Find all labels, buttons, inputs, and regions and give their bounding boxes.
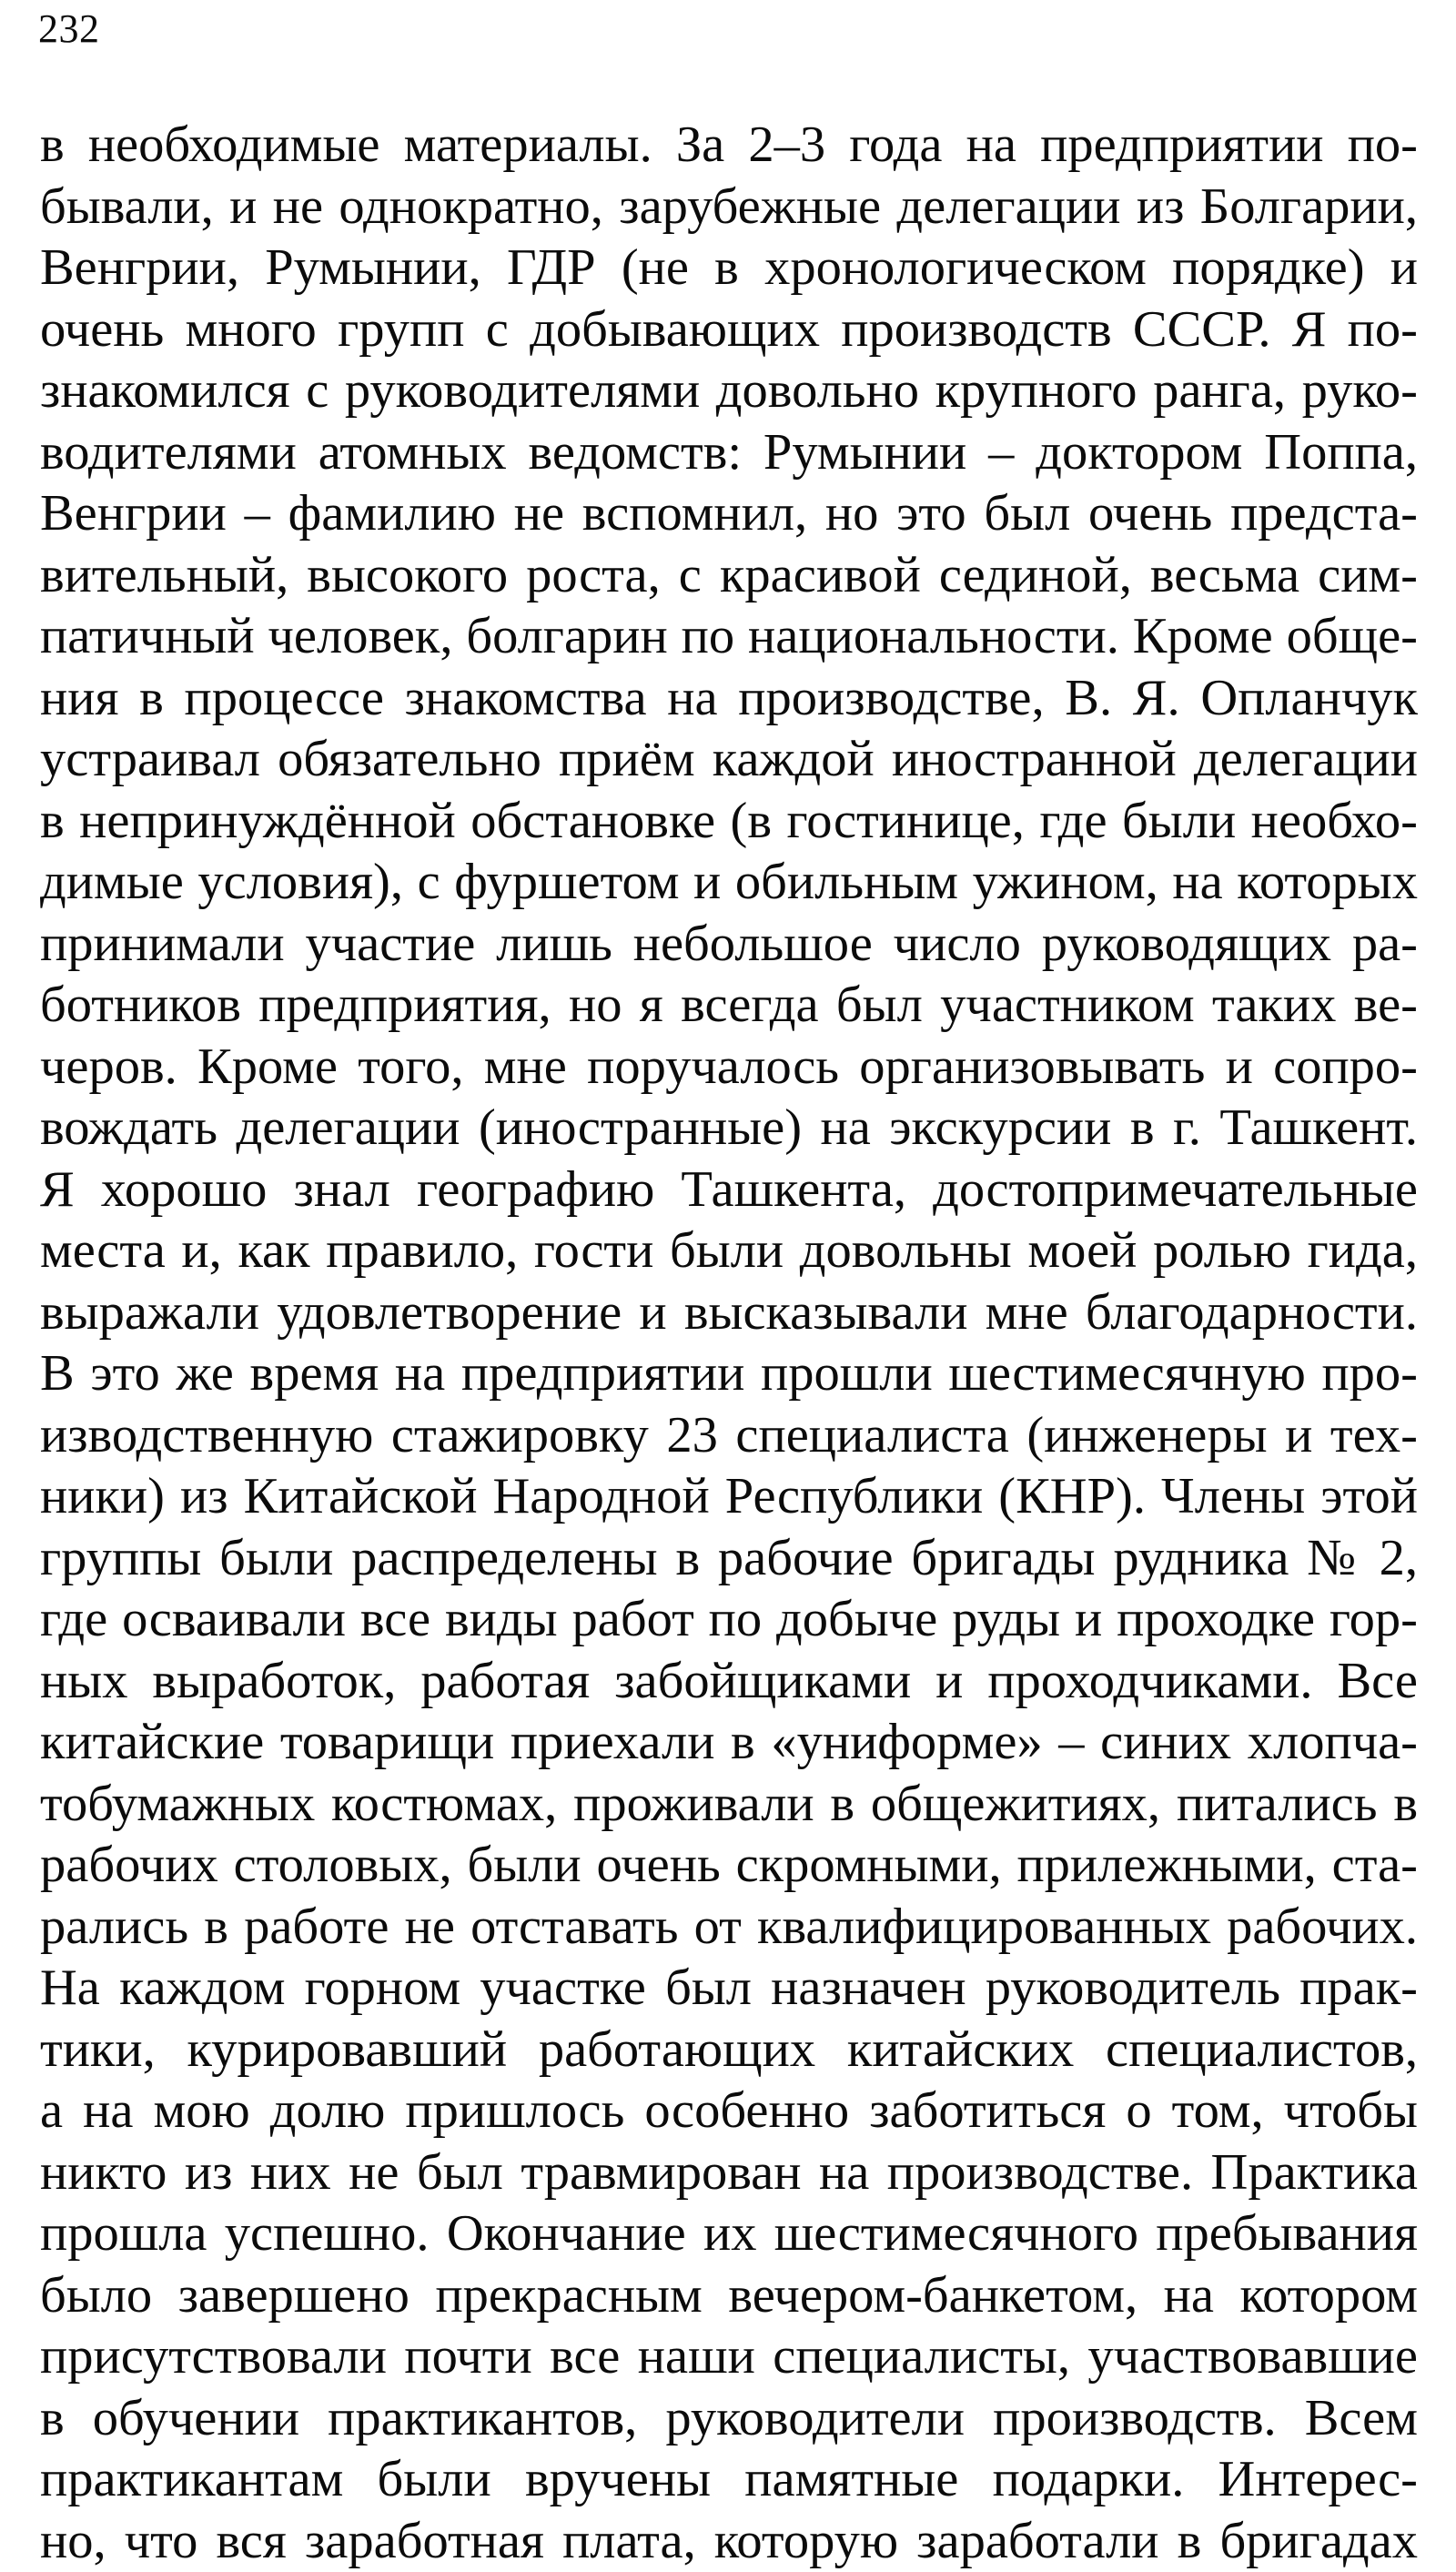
text-line: очень много групп с добывающих производств СССР. Я по- bbox=[40, 299, 1418, 361]
text-line: черов. Кроме того, мне поручалось организовывать и сопро- bbox=[40, 1037, 1418, 1099]
text-line: а на мою долю пришлось особенно заботиться о том, чтобы bbox=[40, 2081, 1418, 2142]
text-line: выражали удовлетворение и высказывали мне благодарности. bbox=[40, 1282, 1418, 1344]
text-line: тобумажных костюмах, проживали в общежитиях, питались в bbox=[40, 1774, 1418, 1836]
text-line: водителями атомных ведомств: Румынии – доктором Поппа, bbox=[40, 422, 1418, 484]
text-line: димые условия), с фуршетом и обильным ужином, на которых bbox=[40, 852, 1418, 914]
text-line: места и, как правило, гости были довольны моей ролью гида, bbox=[40, 1220, 1418, 1282]
text-line: знакомился с руководителями довольно крупного ранга, руко- bbox=[40, 360, 1418, 422]
text-line: где осваивали все виды работ по добыче руды и проходке гор- bbox=[40, 1589, 1418, 1651]
body-text bbox=[40, 115, 1418, 2572]
text-line: в непринуждённой обстановке (в гостинице, где были необхо- bbox=[40, 791, 1418, 853]
text-line: ния в процессе знакомства на производстве, В. Я. Опланчук bbox=[40, 668, 1418, 730]
text-line: в необходимые материалы. За 2–3 года на предприятии по- bbox=[40, 115, 1418, 177]
text-line: вительный, высокого роста, с красивой сединой, весьма сим- bbox=[40, 545, 1418, 607]
text-line: рабочих столовых, были очень скромными, прилежными, ста- bbox=[40, 1835, 1418, 1897]
text-line: Венгрии, Румынии, ГДР (не в хронологическом порядке) и bbox=[40, 238, 1418, 299]
text-line: китайские товарищи приехали в «униформе» – синих хлопча- bbox=[40, 1712, 1418, 1774]
text-line: бывали, и не однократно, зарубежные делегации из Болгарии, bbox=[40, 177, 1418, 238]
text-line: тики, курировавший работающих китайских специалистов, bbox=[40, 2020, 1418, 2081]
text-line: но, что вся заработная плата, которую заработали в бригадах bbox=[40, 2511, 1418, 2572]
text-line: было завершено прекрасным вечером-банкетом, на котором bbox=[40, 2265, 1418, 2327]
text-line: ных выработок, работая забойщиками и проходчиками. Все bbox=[40, 1651, 1418, 1713]
text-line: патичный человек, болгарин по национальности. Кроме обще- bbox=[40, 606, 1418, 668]
page-number: 232 bbox=[38, 2, 100, 56]
text-line: прошла успешно. Окончание их шестимесячного пребывания bbox=[40, 2203, 1418, 2265]
text-line: в обучении практикантов, руководители производств. Всем bbox=[40, 2388, 1418, 2450]
text-line: рались в работе не отставать от квалифицированных рабочих. bbox=[40, 1897, 1418, 1959]
text-line: никто из них не был травмирован на производстве. Практика bbox=[40, 2142, 1418, 2204]
text-line: ботников предприятия, но я всегда был участником таких ве- bbox=[40, 975, 1418, 1037]
text-line: практикантам были вручены памятные подарки. Интерес- bbox=[40, 2449, 1418, 2511]
text-line: группы были распределены в рабочие бригады рудника № 2, bbox=[40, 1528, 1418, 1590]
text-line: В это же время на предприятии прошли шестимесячную про- bbox=[40, 1343, 1418, 1405]
text-line: Я хорошо знал географию Ташкента, достопримечательные bbox=[40, 1159, 1418, 1221]
text-line: вождать делегации (иностранные) на экскурсии в г. Ташкент. bbox=[40, 1098, 1418, 1159]
text-line: присутствовали почти все наши специалисты, участвовавшие bbox=[40, 2326, 1418, 2388]
text-line: изводственную стажировку 23 специалиста (инженеры и тех- bbox=[40, 1405, 1418, 1467]
text-line: Венгрии – фамилию не вспомнил, но это был очень предста- bbox=[40, 483, 1418, 545]
text-line: ники) из Китайской Народной Республики (КНР). Члены этой bbox=[40, 1466, 1418, 1528]
text-line: принимали участие лишь небольшое число руководящих ра- bbox=[40, 914, 1418, 976]
text-line: устраивал обязательно приём каждой иностранной делегации bbox=[40, 729, 1418, 791]
text-line: На каждом горном участке был назначен руководитель прак- bbox=[40, 1958, 1418, 2020]
